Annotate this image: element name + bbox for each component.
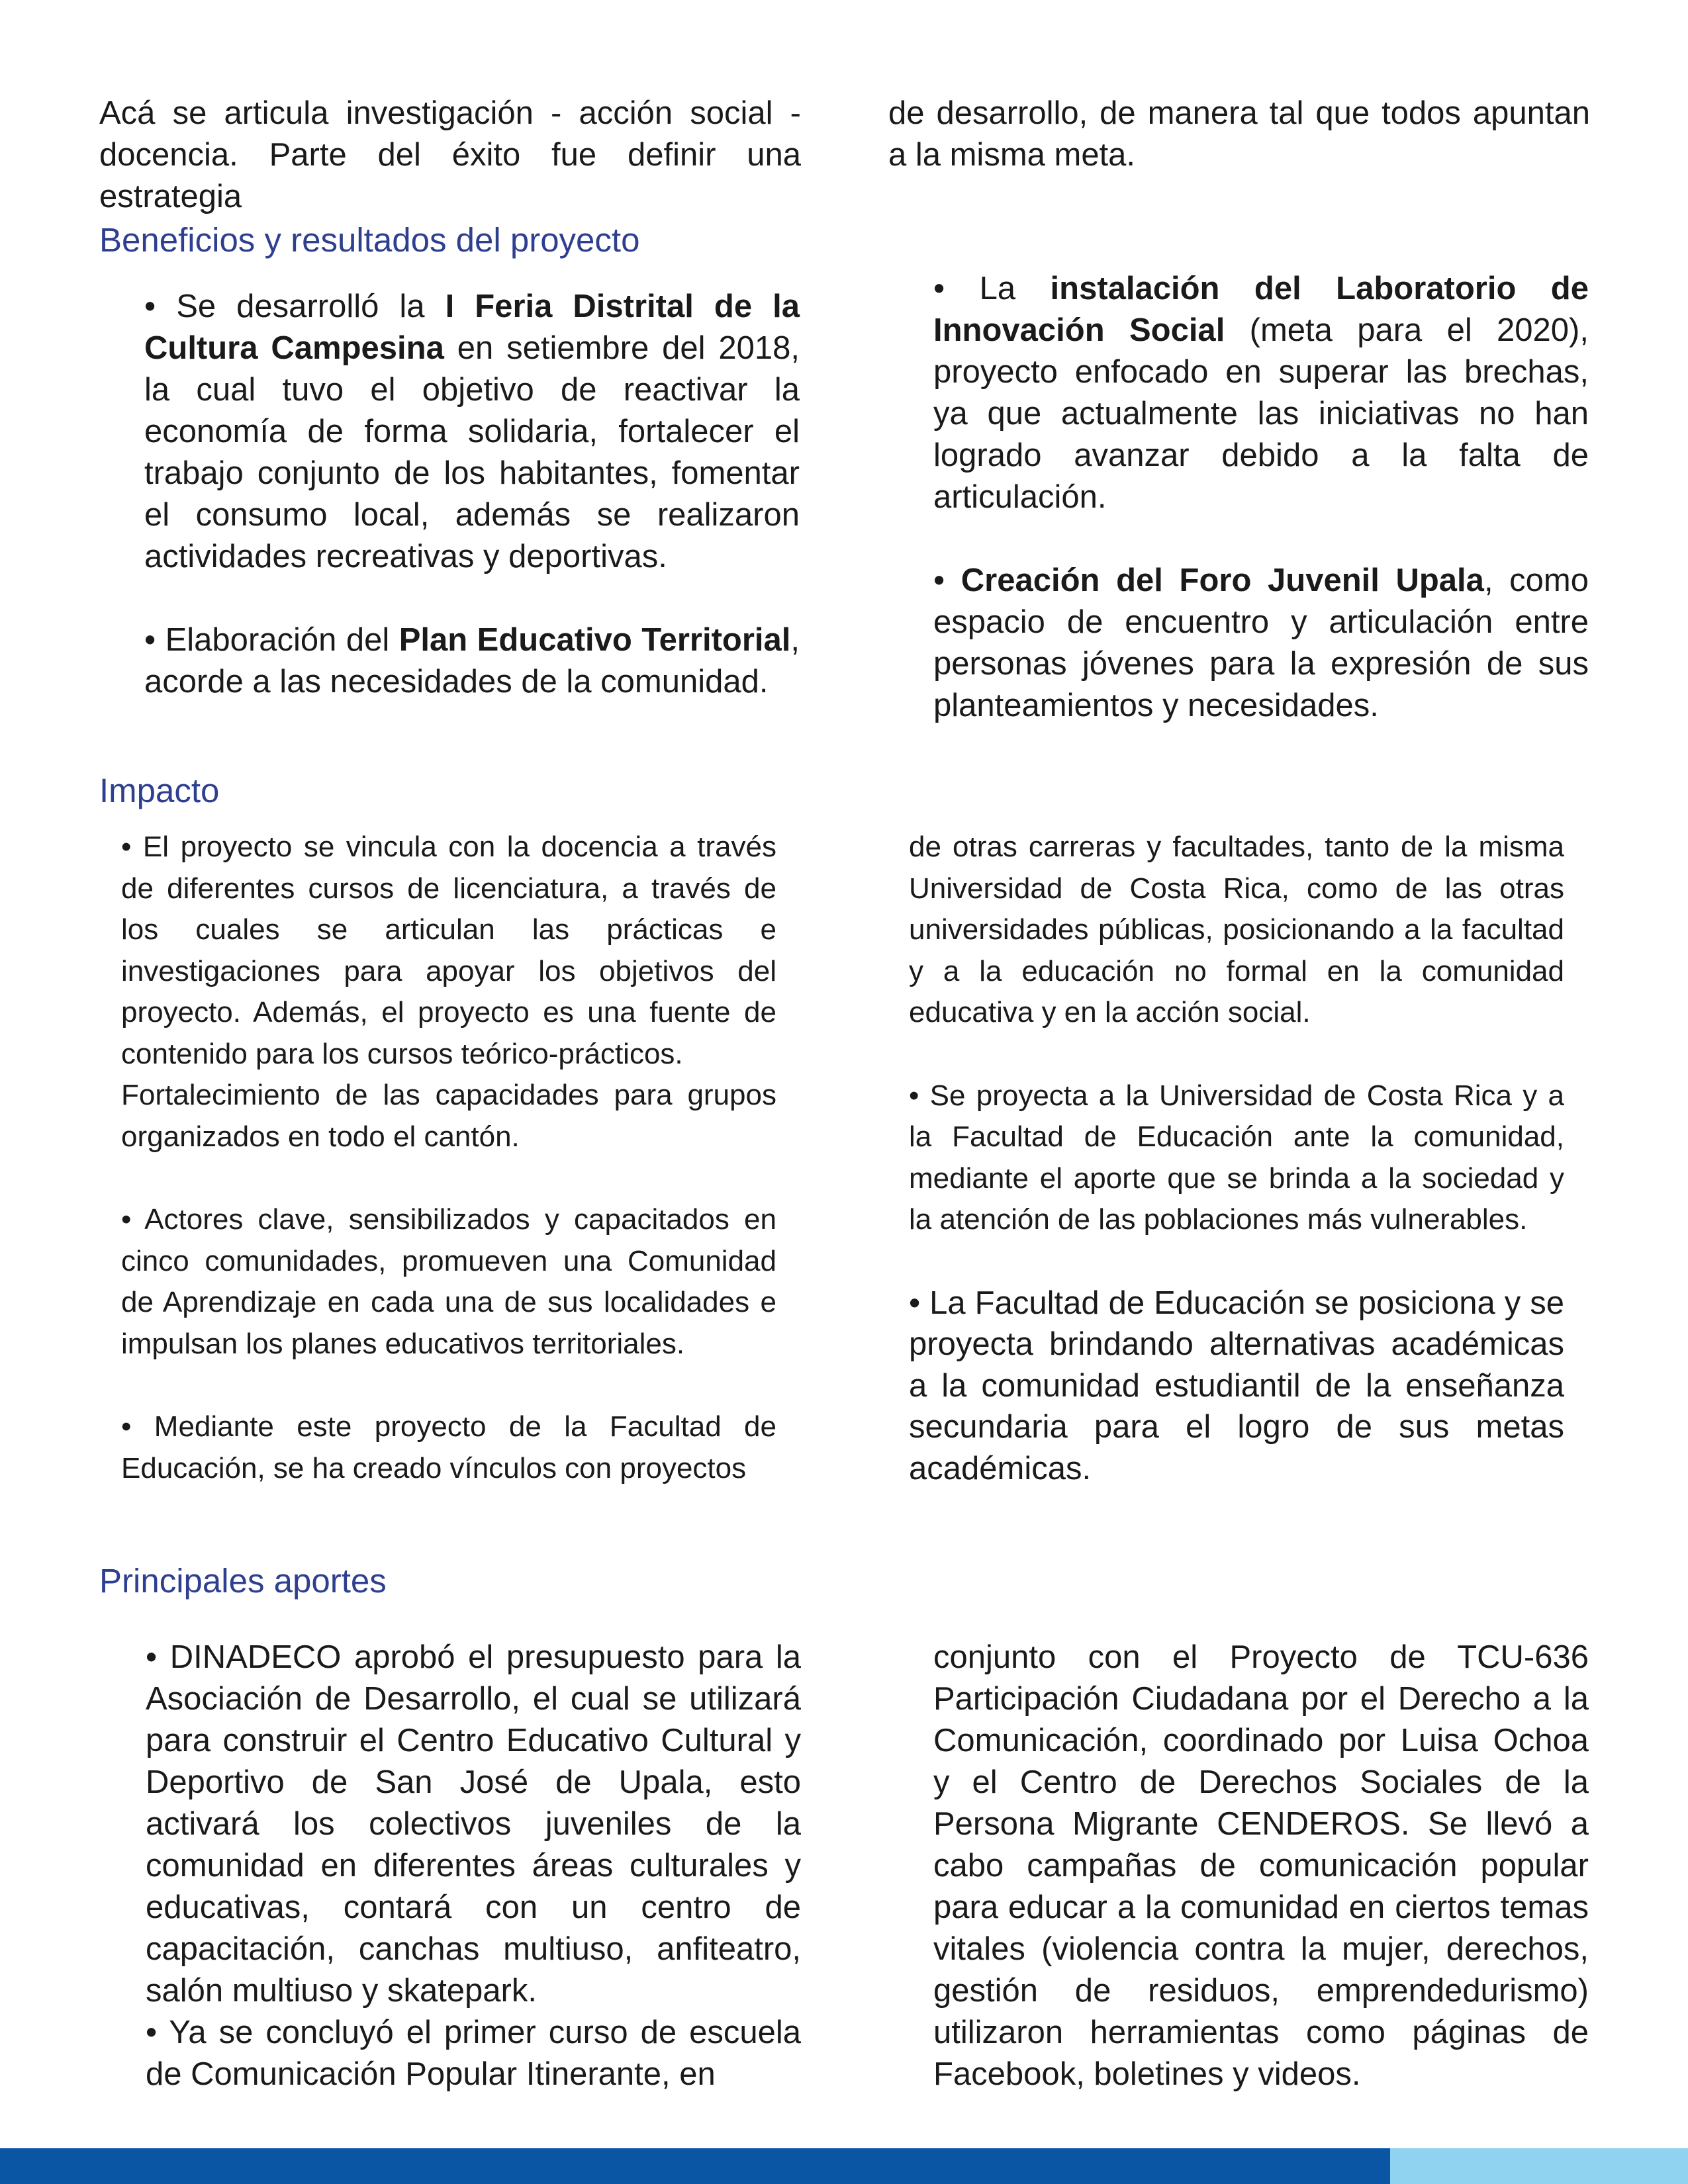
aportes-right-column bbox=[933, 1637, 1589, 2095]
impacto-item-docencia: • El proyecto se vincula con la docencia a través de diferentes cursos de licenciatura, a través de los cuales se articulan las prácticas e investigaciones para apoyar los objetivos del proyecto. Además, el proyecto es una fuente de contenido para los cursos teórico-prácticos. bbox=[121, 831, 776, 1070]
impacto-heading: Impacto bbox=[99, 772, 220, 809]
impacto-item-vinculos: • Mediante este proyecto de la Facultad de Educación, se ha creado vínculos con proyectos bbox=[121, 1410, 776, 1484]
impacto-item-proyeccion-ucr: • Se proyecta a la Universidad de Costa Rica y a la Facultad de Educación ante la comunidad, mediante el aporte que se brinda a la sociedad y la atención de las poblaciones más vulnerables. bbox=[909, 1079, 1564, 1236]
impacto-right-column bbox=[909, 827, 1564, 1489]
beneficio-item-foro-juvenil: • Creación del Foro Juvenil Upala, como espacio de encuentro y articulación entre personas jóvenes para la expresión de sus planteamientos y necesidades. bbox=[933, 563, 1589, 723]
aporte-item-tcu-636: conjunto con el Proyecto de TCU-636 Participación Ciudadana por el Derecho a la Comunicación, coordinado por Luisa Ochoa y el Centro de Derechos Sociales de la Persona Migrante CENDEROS. Se llevó a cabo campañas de comunicación popular para educar a la comunidad en ciertos temas vitales (violencia contra la mujer, derechos, gestión de residuos, emprendedurismo) utilizaron herramientas como páginas de Facebook, boletines y videos. bbox=[933, 1639, 1589, 2092]
aportes-heading: Principales aportes bbox=[99, 1562, 387, 1600]
impacto-item-actores-clave: • Actores clave, sensibilizados y capacitados en cinco comunidades, promueven una Comunidad de Aprendizaje en cada una de sus localidades e impulsan los planes educativos territoriales. bbox=[121, 1203, 776, 1360]
beneficios-left-column bbox=[144, 286, 800, 703]
impacto-left-column bbox=[121, 827, 776, 1489]
impacto-item-fortalecimiento: Fortalecimiento de las capacidades para grupos organizados en todo el cantón. bbox=[121, 1079, 776, 1153]
intro-right-column bbox=[888, 93, 1590, 176]
footer-bar bbox=[0, 2148, 1688, 2184]
beneficio-item-laboratorio: • La instalación del Laboratorio de Innovación Social (meta para el 2020), proyecto enfocado en superar las brechas, ya que actualmente las iniciativas no han logrado avanzar debido a la falta de articulación. bbox=[933, 271, 1589, 515]
intro-right-text: de desarrollo, de manera tal que todos apuntan a la misma meta. bbox=[888, 95, 1590, 173]
intro-left-text: Acá se articula investigación - acción social - docencia. Parte del éxito fue definir una estrategia bbox=[99, 95, 801, 214]
footer-bar-accent bbox=[1390, 2148, 1688, 2184]
aporte-item-comunicacion-popular: • Ya se concluyó el primer curso de escuela de Comunicación Popular Itinerante, en bbox=[146, 2015, 801, 2092]
intro-left-column bbox=[99, 93, 801, 218]
beneficio-item-plan-educativo: • Elaboración del Plan Educativo Territorial, acorde a las necesidades de la comunidad. bbox=[144, 622, 800, 700]
beneficios-right-column bbox=[933, 268, 1589, 727]
impacto-item-otras-carreras: de otras carreras y facultades, tanto de la misma Universidad de Costa Rica, como de las otras universidades públicas, posicionando a la facultad y a la educación no formal en la comunidad educativa y en la acción social. bbox=[909, 831, 1564, 1028]
footer-bar-main bbox=[0, 2148, 1390, 2184]
beneficios-heading: Beneficios y resultados del proyecto bbox=[99, 221, 640, 259]
aporte-item-dinadeco: • DINADECO aprobó el presupuesto para la Asociación de Desarrollo, el cual se utilizará para construir el Centro Educativo Cultural y Deportivo de San José de Upala, esto activará los colectivos juveniles de la comunidad en diferentes áreas culturales y educativas, contará con un centro de capacitación, canchas multiuso, anfiteatro, salón multiuso y skatepark. bbox=[146, 1639, 801, 2009]
beneficio-item-feria: • Se desarrolló la I Feria Distrital de la Cultura Campesina en setiembre del 2018, la cual tuvo el objetivo de reactivar la economía de forma solidaria, fortalecer el trabajo conjunto de los habitantes, fomentar el consumo local, además se realizaron actividades recreativas y deportivas. bbox=[144, 289, 800, 574]
impacto-item-facultad-posiciona: • La Facultad de Educación se posiciona y se proyecta brindando alternativas académicas a la comunidad estudiantil de la enseñanza secundaria para el logro de sus metas académicas. bbox=[909, 1285, 1564, 1486]
aportes-left-column bbox=[146, 1637, 801, 2095]
